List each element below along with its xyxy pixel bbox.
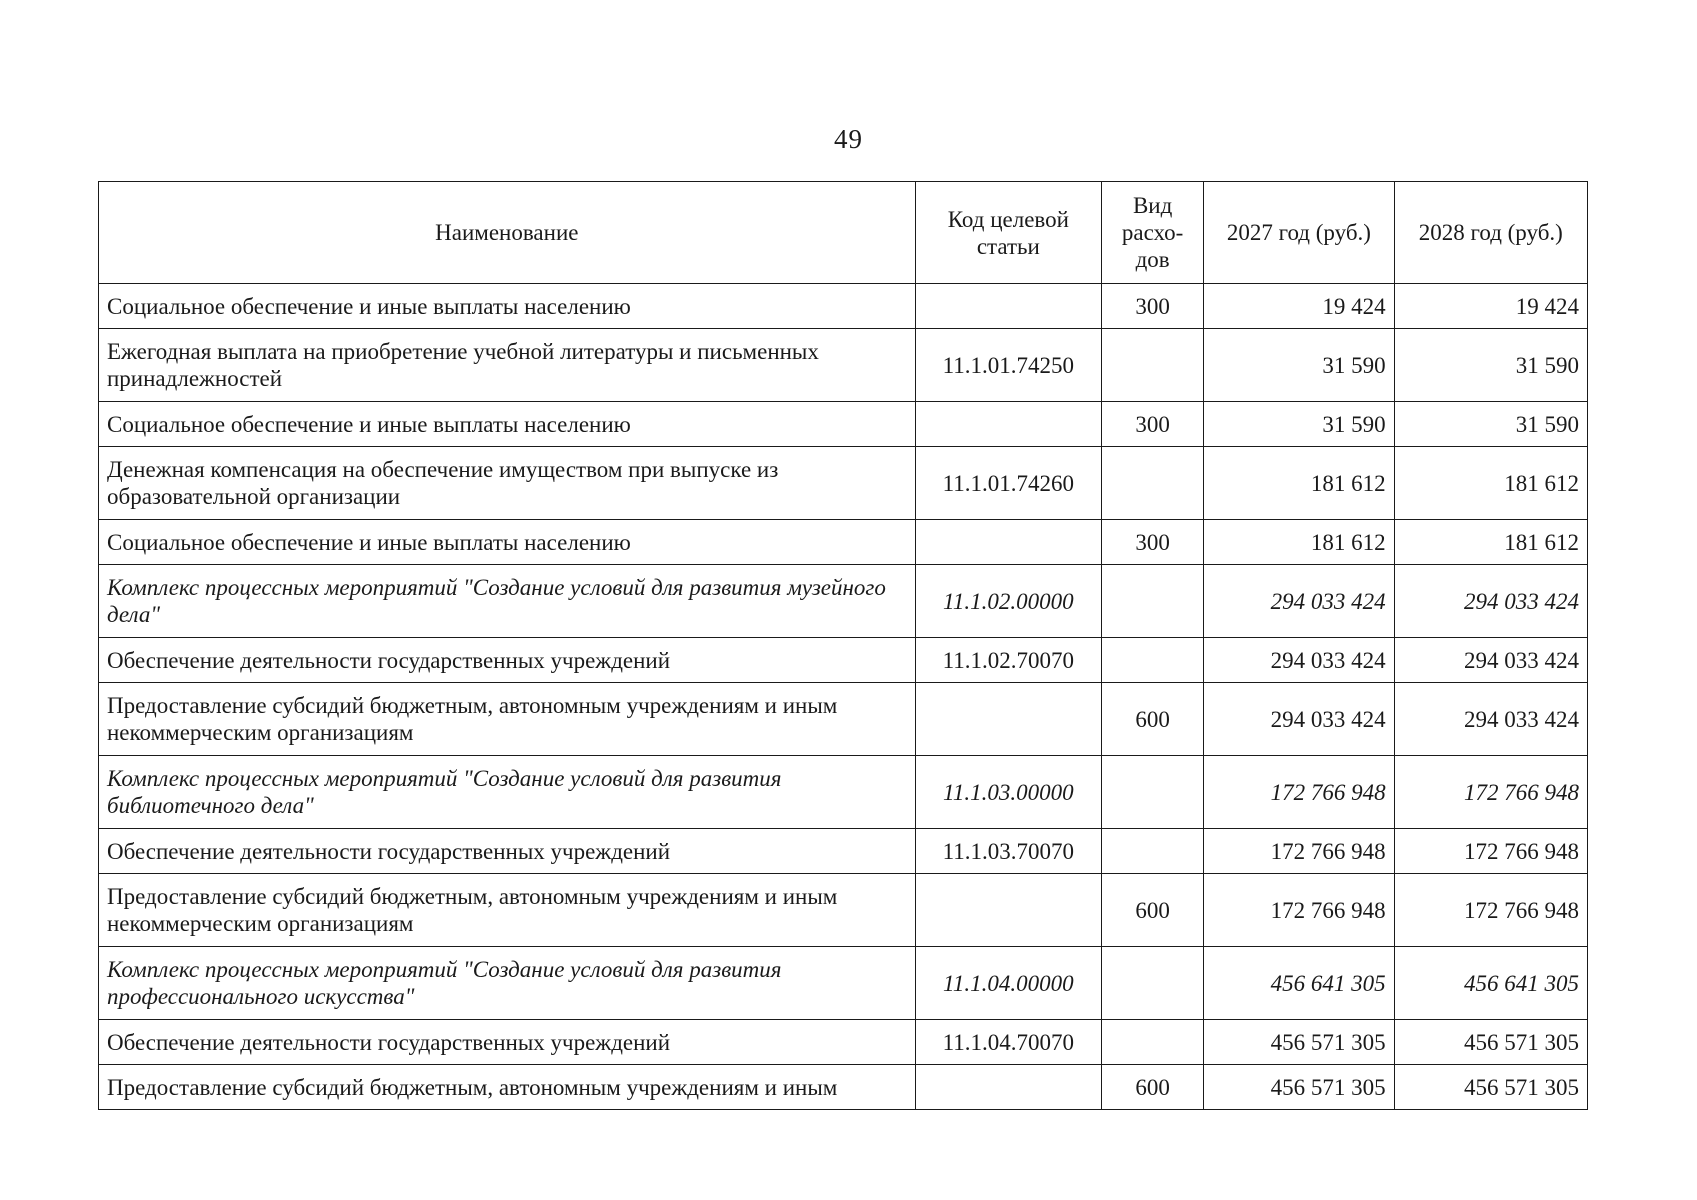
header-2027 bbox=[1204, 182, 1394, 284]
row-2027: 31 590 bbox=[1204, 402, 1394, 447]
table-row bbox=[99, 1065, 1588, 1110]
row-2027: 294 033 424 bbox=[1204, 683, 1394, 756]
row-code bbox=[915, 402, 1101, 447]
row-vid bbox=[1102, 947, 1204, 1020]
row-vid bbox=[1102, 638, 1204, 683]
row-vid bbox=[1102, 329, 1204, 402]
row-2027: 456 641 305 bbox=[1204, 947, 1394, 1020]
row-code: 11.1.02.00000 bbox=[915, 565, 1101, 638]
table-row bbox=[99, 1020, 1588, 1065]
row-2028: 31 590 bbox=[1394, 402, 1587, 447]
header-vid-text: Вид расхо-дов bbox=[1121, 193, 1184, 272]
row-2028: 181 612 bbox=[1394, 447, 1587, 520]
row-2027: 456 571 305 bbox=[1204, 1065, 1394, 1110]
row-2027: 181 612 bbox=[1204, 447, 1394, 520]
row-vid bbox=[1102, 829, 1204, 874]
row-vid: 600 bbox=[1102, 683, 1204, 756]
row-name: Комплекс процессных мероприятий "Создание условий для развития музейного дела" bbox=[99, 565, 916, 638]
budget-table bbox=[98, 181, 1588, 1110]
row-code: 11.1.03.00000 bbox=[915, 756, 1101, 829]
row-name: Социальное обеспечение и иные выплаты населению bbox=[99, 284, 916, 329]
row-2028: 172 766 948 bbox=[1394, 756, 1587, 829]
header-vid bbox=[1102, 182, 1204, 284]
table-row bbox=[99, 402, 1588, 447]
header-name bbox=[99, 182, 916, 284]
row-vid bbox=[1102, 565, 1204, 638]
row-name: Денежная компенсация на обеспечение имуществом при выпуске из образовательной организации bbox=[99, 447, 916, 520]
table-header-row bbox=[99, 182, 1588, 284]
row-code: 11.1.02.70070 bbox=[915, 638, 1101, 683]
row-2028: 456 641 305 bbox=[1394, 947, 1587, 1020]
row-name: Обеспечение деятельности государственных учреждений bbox=[99, 1020, 916, 1065]
table-row bbox=[99, 447, 1588, 520]
row-code bbox=[915, 284, 1101, 329]
row-2027: 181 612 bbox=[1204, 520, 1394, 565]
row-name: Социальное обеспечение и иные выплаты населению bbox=[99, 520, 916, 565]
row-vid bbox=[1102, 447, 1204, 520]
table-row bbox=[99, 329, 1588, 402]
row-code: 11.1.01.74260 bbox=[915, 447, 1101, 520]
row-name: Предоставление субсидий бюджетным, автономным учреждениям и иным некоммерческим организациям bbox=[99, 874, 916, 947]
table-row bbox=[99, 756, 1588, 829]
row-code: 11.1.04.70070 bbox=[915, 1020, 1101, 1065]
row-vid: 300 bbox=[1102, 520, 1204, 565]
header-2027-text: 2027 год (руб.) bbox=[1226, 220, 1371, 245]
header-name-text: Наименование bbox=[435, 220, 579, 245]
row-code: 11.1.01.74250 bbox=[915, 329, 1101, 402]
row-name: Комплекс процессных мероприятий "Создание условий для развития библиотечного дела" bbox=[99, 756, 916, 829]
row-vid: 300 bbox=[1102, 284, 1204, 329]
row-2027: 19 424 bbox=[1204, 284, 1394, 329]
row-code: 11.1.04.00000 bbox=[915, 947, 1101, 1020]
row-2028: 19 424 bbox=[1394, 284, 1587, 329]
row-2027: 31 590 bbox=[1204, 329, 1394, 402]
row-2028: 172 766 948 bbox=[1394, 829, 1587, 874]
row-name: Обеспечение деятельности государственных учреждений bbox=[99, 829, 916, 874]
row-code: 11.1.03.70070 bbox=[915, 829, 1101, 874]
row-code bbox=[915, 520, 1101, 565]
table-row bbox=[99, 284, 1588, 329]
row-2027: 172 766 948 bbox=[1204, 874, 1394, 947]
row-vid bbox=[1102, 756, 1204, 829]
page-number: 49 bbox=[834, 124, 863, 154]
row-2028: 456 571 305 bbox=[1394, 1020, 1587, 1065]
header-2028-text: 2028 год (руб.) bbox=[1418, 220, 1563, 245]
row-2027: 172 766 948 bbox=[1204, 829, 1394, 874]
row-vid bbox=[1102, 1020, 1204, 1065]
table-row bbox=[99, 683, 1588, 756]
table-row bbox=[99, 829, 1588, 874]
row-name: Предоставление субсидий бюджетным, автономным учреждениям и иным некоммерческим организациям bbox=[99, 683, 916, 756]
table-row bbox=[99, 565, 1588, 638]
row-2028: 172 766 948 bbox=[1394, 874, 1587, 947]
row-vid: 600 bbox=[1102, 874, 1204, 947]
table-row bbox=[99, 947, 1588, 1020]
row-name: Ежегодная выплата на приобретение учебной литературы и письменных принадлежностей bbox=[99, 329, 916, 402]
row-2027: 294 033 424 bbox=[1204, 638, 1394, 683]
row-name: Обеспечение деятельности государственных учреждений bbox=[99, 638, 916, 683]
row-vid: 300 bbox=[1102, 402, 1204, 447]
row-2028: 456 571 305 bbox=[1394, 1065, 1587, 1110]
header-code bbox=[915, 182, 1101, 284]
row-name: Социальное обеспечение и иные выплаты населению bbox=[99, 402, 916, 447]
row-2028: 294 033 424 bbox=[1394, 638, 1587, 683]
row-2028: 294 033 424 bbox=[1394, 683, 1587, 756]
row-2027: 172 766 948 bbox=[1204, 756, 1394, 829]
table-row bbox=[99, 520, 1588, 565]
row-2028: 181 612 bbox=[1394, 520, 1587, 565]
row-2027: 456 571 305 bbox=[1204, 1020, 1394, 1065]
row-code bbox=[915, 874, 1101, 947]
table-row bbox=[99, 638, 1588, 683]
row-vid: 600 bbox=[1102, 1065, 1204, 1110]
row-2027: 294 033 424 bbox=[1204, 565, 1394, 638]
row-code bbox=[915, 683, 1101, 756]
header-2028 bbox=[1394, 182, 1587, 284]
row-2028: 294 033 424 bbox=[1394, 565, 1587, 638]
row-2028: 31 590 bbox=[1394, 329, 1587, 402]
row-name: Предоставление субсидий бюджетным, автономным учреждениям и иным bbox=[99, 1065, 916, 1110]
header-code-text: Код целевой статьи bbox=[947, 206, 1069, 259]
row-name: Комплекс процессных мероприятий "Создание условий для развития профессионального искусства" bbox=[99, 947, 916, 1020]
row-code bbox=[915, 1065, 1101, 1110]
table-row bbox=[99, 874, 1588, 947]
